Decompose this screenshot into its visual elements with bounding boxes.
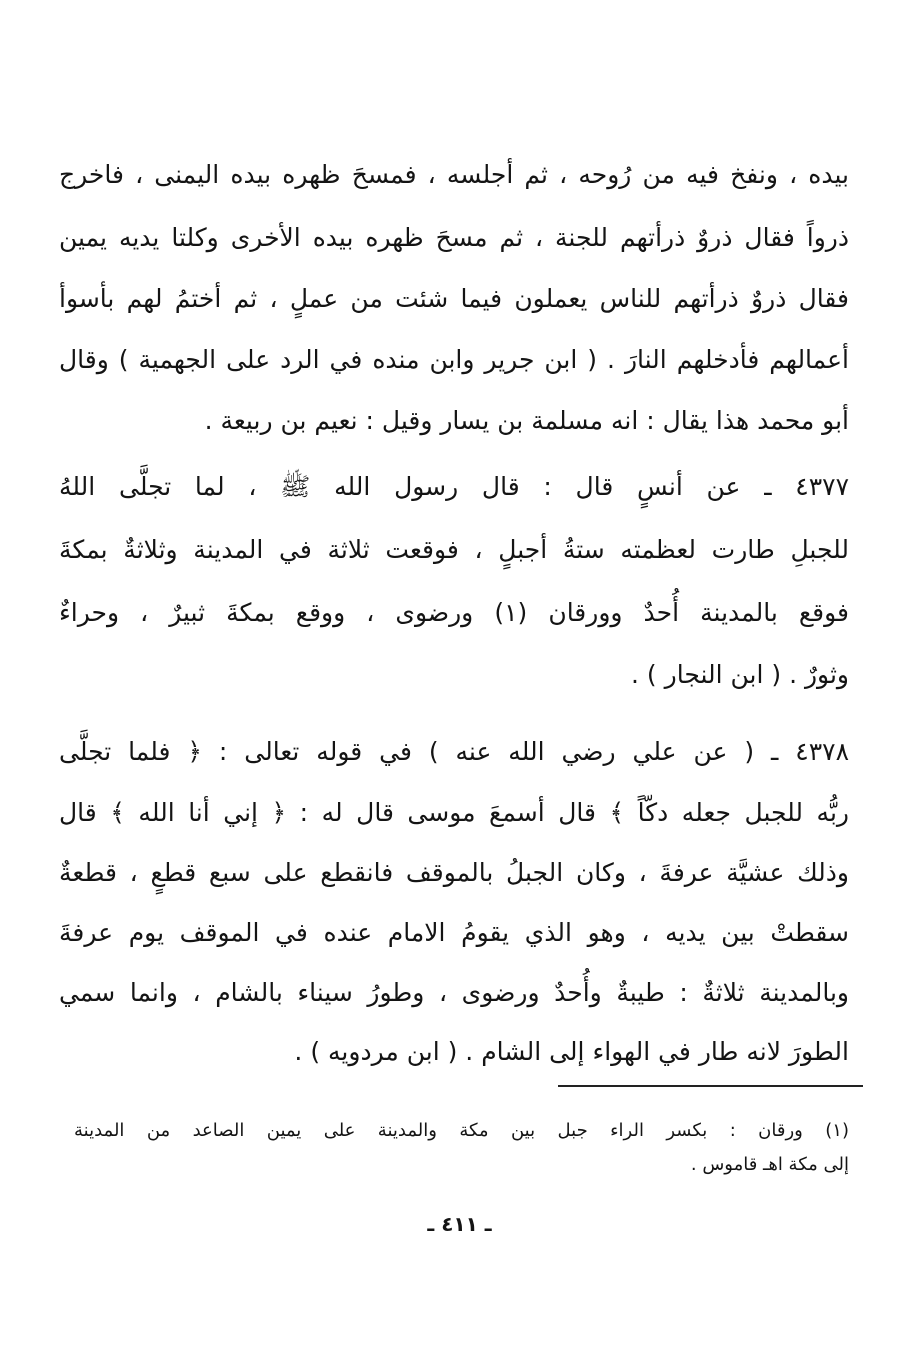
footnote-line: (١) ورقان : بكسر الراء جبل بين مكة والمدينة على يمين الصاعد من المدينة [74, 1120, 849, 1141]
page-number: ـ ٤١١ ـ [427, 1212, 492, 1236]
text-line: فوقع بالمدينة أُحدٌ وورقان (١) ورضوى ، ووقع بمكةَ ثبيرٌ ، وحراءٌ [59, 598, 849, 627]
text-line: الطورَ لانه طار في الهواء إلى الشام . ( ابن مردويه ) . [294, 1037, 849, 1066]
text-line: ٤٣٧٧ ـ عن أنسٍ قال : قال رسول الله ﷺ ، لما تجلَّى اللهُ [59, 472, 849, 501]
text-line: ذرواً فقال ذروٌ ذرأتهم للجنة ، ثم مسحَ ظهره بيده الأخرى وكلتا يديه يمين [59, 223, 849, 252]
text-line: وبالمدينة ثلاثةٌ : طيبةٌ وأُحدٌ ورضوى ، وطورُ سيناء بالشام ، وانما سمي [59, 978, 849, 1007]
text-line: وثورٌ . ( ابن النجار ) . [631, 660, 849, 689]
footnote-line: إلى مكة اهـ قاموس . [690, 1154, 849, 1175]
text-line: ٤٣٧٨ ـ ( عن علي رضي الله عنه ) في قوله تعالى : ﴿ فلما تجلَّى [59, 737, 849, 766]
text-line: فقال ذروٌ ذرأتهم للناس يعملون فيما شئت من عملٍ ، ثم أختمُ لهم بأسوأ [59, 284, 849, 313]
footnote-divider [558, 1085, 863, 1087]
text-line: أبو محمد هذا يقال : انه مسلمة بن يسار وقيل : نعيم بن ربيعة . [204, 406, 849, 435]
text-line: للجبلِ طارت لعظمته ستةُ أجبلٍ ، فوقعت ثلاثة في المدينة وثلاثةٌ بمكةَ [59, 535, 849, 564]
text-line: وذلك عشيَّة عرفةَ ، وكان الجبلُ بالموقف فانقطع على سبع قطعٍ ، قطعةٌ [59, 858, 849, 887]
text-line: ربُّه للجبل جعله دكّاً ﴾ قال أسمعَ موسى قال له : ﴿ إني أنا الله ﴾ قال [59, 798, 849, 827]
text-line: أعمالهم فأدخلهم النارَ . ( ابن جرير وابن منده في الرد على الجهمية ) وقال [59, 345, 849, 374]
text-line: بيده ، ونفخ فيه من رُوحه ، ثم أجلسه ، فمسحَ ظهره بيده اليمنى ، فاخرج [59, 160, 849, 189]
text-line: سقطتْ بين يديه ، وهو الذي يقومُ الامام عنده في الموقف يوم عرفةَ [59, 918, 849, 947]
